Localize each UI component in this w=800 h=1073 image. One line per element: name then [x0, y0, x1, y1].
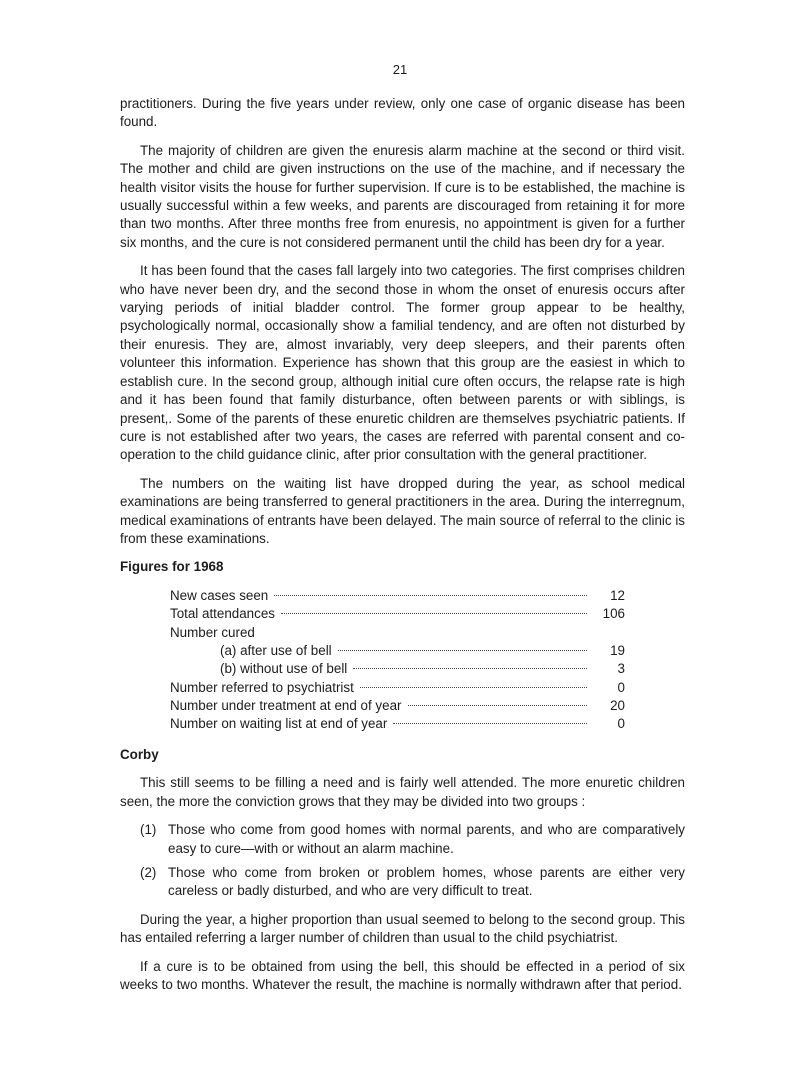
dot-leader: [353, 668, 587, 669]
dot-leader: [408, 705, 588, 706]
dot-leader: [274, 595, 587, 596]
figures-label: Number on waiting list at end of year: [170, 716, 388, 732]
figures-label: Number cured: [170, 624, 255, 640]
figures-value: 0: [617, 679, 625, 695]
paragraph: During the year, a higher proportion than usual seemed to belong to the second group. This has entailed referring a larger number of children than usual to the child psychiatrist.: [120, 911, 685, 946]
figures-value: 12: [610, 587, 625, 603]
paragraph: It has been found that the cases fall largely into two categories. The first comprises children who have never been dry, and the second those in whom the onset of enuresis occurs after varying periods of initial bladder control. The former group appear to be healthy, psychologically normal, occasionally show a familial tendency, and are often not disturbed by their enuresis. They are, almost invariably, very deep sleepers, and their parents often volunteer this information. Experience has shown that this group are the easiest in which to establish cure. In the second group, although initial cure often occurs, the relapse rate is high and it has been found that family disturbance, often between parents or with siblings, is present,. Some of the parents of these enuretic children are themselves psychiatric patients. If cure is not established after two years, the cases are referred with parental consent and co-operation to the child guidance clinic, after prior consultation with the general practitioner.: [120, 263, 685, 463]
figures-heading: Figures for 1968: [120, 559, 224, 575]
list-text: Those who come from good homes with normal parents, and who are comparatively easy to cure—with or without an alarm machine.: [168, 822, 685, 856]
figures-row: [170, 642, 625, 660]
page-number: 21: [392, 62, 408, 77]
figures-table: [170, 587, 625, 734]
figures-label: Number under treatment at end of year: [170, 698, 402, 714]
paragraph: If a cure is to be obtained from using the bell, this should be effected in a period of six weeks to two months. Whatever the result, the machine is normally withdrawn after that period.: [120, 958, 685, 992]
paragraph: practitioners. During the five years under review, only one case of organic disease has been found.: [120, 96, 685, 130]
dot-leader: [338, 650, 587, 651]
list-number: (2): [140, 864, 157, 880]
dot-leader: [393, 723, 587, 724]
figures-row: [170, 715, 625, 733]
figures-row: [170, 587, 625, 605]
figures-row: [170, 660, 625, 678]
figures-value: 19: [610, 642, 625, 658]
figures-label: Number referred to psychiatrist: [170, 679, 354, 695]
corby-heading: Corby: [120, 746, 159, 762]
paragraph: The majority of children are given the enuresis alarm machine at the second or third visit. The mother and child are given instructions on the use of the machine, and if necessary the health visitor visits the house for further supervision. If cure is to be established, the machine is usually successful within a few weeks, and parents are discouraged from retaining it for more than two months. After three months free from enuresis, no appointment is given for a further six months, and the cure is not considered permanent until the child has been dry for a year.: [120, 142, 685, 250]
figures-value: 3: [617, 661, 625, 677]
document-body: [120, 95, 685, 1004]
list-item: [140, 821, 685, 858]
figures-value: 20: [610, 698, 625, 714]
dot-leader: [360, 687, 587, 688]
figures-label: (b) without use of bell: [220, 661, 348, 677]
figures-label: New cases seen: [170, 587, 269, 603]
list-text: Those who come from broken or problem homes, whose parents are either very careless or badly disturbed, and who are very difficult to treat.: [168, 864, 685, 899]
figures-value: 0: [617, 716, 625, 732]
list-number: (1): [140, 822, 157, 838]
paragraph: This still seems to be filling a need and is fairly well attended. The more enuretic children seen, the more the conviction grows that they may be divided into two groups :: [120, 775, 685, 809]
figures-row: [170, 697, 625, 715]
dot-leader: [281, 613, 587, 614]
paragraph: The numbers on the waiting list have dropped during the year, as school medical examinations are being transferred to general practitioners in the area. During the interregnum, medical examinations of entrants have been delayed. The main source of referral to the clinic is from these examinations.: [120, 475, 685, 546]
figures-row: [170, 679, 625, 697]
figures-row: [170, 624, 625, 642]
figures-row: [170, 605, 625, 623]
list-item: [140, 864, 685, 901]
figures-label: Total attendances: [170, 606, 275, 622]
figures-label: (a) after use of bell: [220, 642, 332, 658]
figures-value: 106: [602, 606, 625, 622]
